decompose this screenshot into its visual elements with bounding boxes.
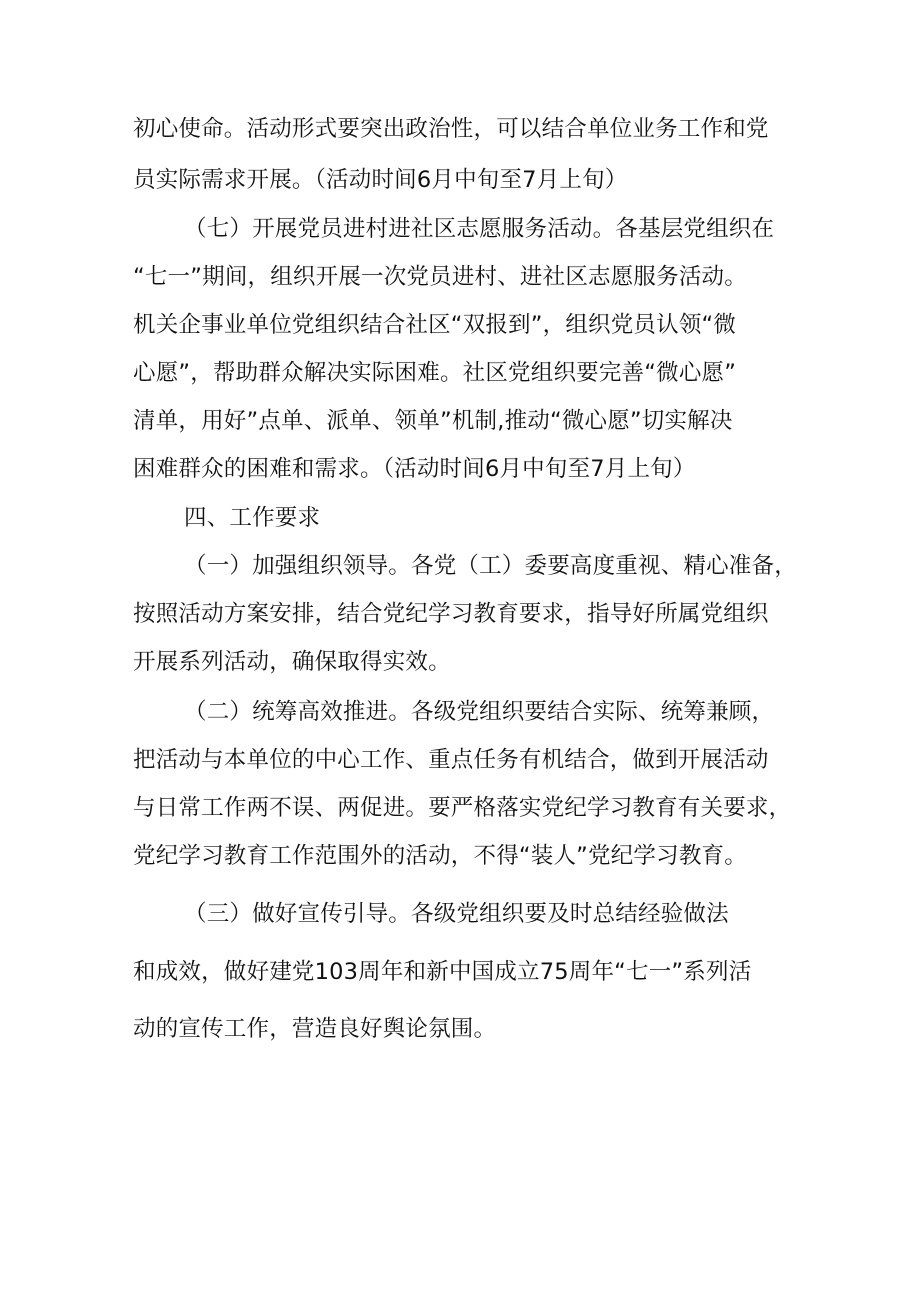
text-line: 困难群众的困难和需求。（活动时间6月中旬至7月上旬） bbox=[133, 456, 696, 482]
text-line: 动的宣传工作，营造良好舆论氛围。 bbox=[133, 1016, 497, 1042]
text-line: 机关企事业单位党组织结合社区“双报到”，组织党员认领“微 bbox=[133, 312, 737, 338]
text-line: 员实际需求开展。（活动时间6月中旬至7月上旬） bbox=[133, 167, 628, 193]
text-line: 心愿”，帮助群众解决实际困难。社区党组织要完善“微心愿” bbox=[133, 360, 737, 386]
text-line: （三）做好宣传引导。各级党组织要及时总结经验做法 bbox=[184, 901, 729, 927]
text-line: 和成效，做好建党103周年和新中国成立75周年“七一”系列活 bbox=[133, 959, 752, 985]
text-line: 把活动与本单位的中心工作、重点任务有机结合，做到开展活动 bbox=[133, 747, 769, 773]
text-line: “七一”期间，组织开展一次党员进村、进社区志愿服务活动。 bbox=[133, 264, 747, 290]
text-line: 开展系列活动，确保取得实效。 bbox=[133, 649, 451, 675]
text-line: 初心使命。活动形式要突出政治性，可以结合单位业务工作和党 bbox=[133, 116, 769, 142]
text-line: 与日常工作两不误、两促进。要严格落实党纪学习教育有关要求， bbox=[133, 795, 792, 821]
text-line: 清单，用好”点单、派单、领单”机制,推动“微心愿”切实解决 bbox=[133, 408, 733, 434]
text-line: （一）加强组织领导。各党（工）委要高度重视、精心准备， bbox=[184, 553, 797, 579]
section-heading: 四、工作要求 bbox=[184, 505, 321, 531]
text-line: 按照活动方案安排，结合党纪学习教育要求，指导好所属党组织 bbox=[133, 601, 769, 627]
text-line: 党纪学习教育工作范围外的活动，不得“装人”党纪学习教育。 bbox=[133, 843, 747, 869]
text-line: （二）统筹高效推进。各级党组织要结合实际、统筹兼顾， bbox=[184, 699, 775, 725]
text-line: （七）开展党员进村进社区志愿服务活动。各基层党组织在 bbox=[184, 216, 775, 242]
